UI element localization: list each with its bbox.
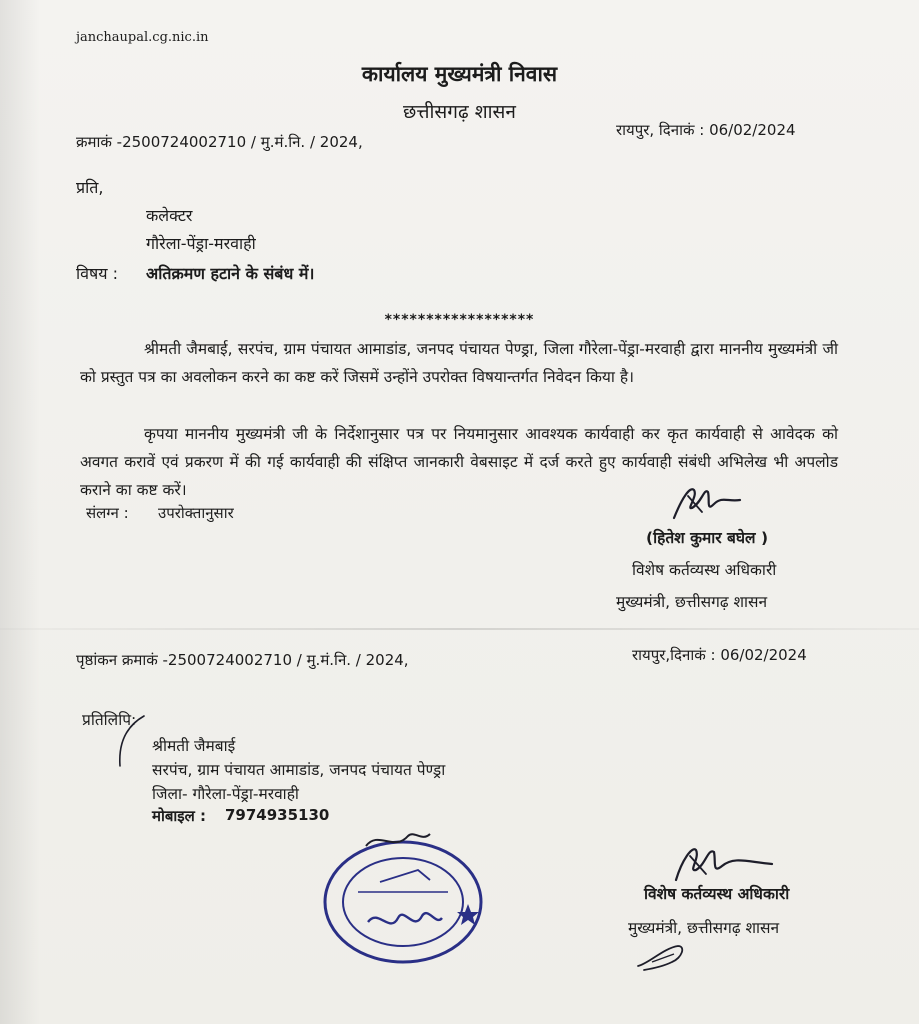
recipient-address-1: सरपंच, ग्राम पंचायत आमाडांड, जनपद पंचायत पेण्ड्रा [152, 761, 446, 779]
signatory-designation: विशेष कर्तव्यस्थ अधिकारी [632, 561, 777, 579]
body-paragraph-1: श्रीमती जैमबाई, सरपंच, ग्राम पंचायत आमाडांड, जनपद पंचायत पेण्ड्रा, जिला गौरेला-पेंड्रा-मरवाही द्वारा माननीय मुख्यमंत्री जी को प्रस्तुत पत्र का अवलोकन करने का कष्ट करें जिसमें उन्होंने उपरोक्त विषयान्तर्गत निवेदन किया है। [80, 340, 838, 386]
letter-reference: क्रमाकं -2500724002710 / मु.मं.नि. / 2024, [76, 133, 363, 151]
enclosure-value: उपरोक्तानुसार [158, 504, 234, 522]
recipient-address-2: जिला- गौरेला-पेंड्रा-मरवाही [152, 785, 299, 803]
office-heading: कार्यालय मुख्यमंत्री निवास [361, 62, 558, 86]
signature-2 [668, 836, 778, 886]
to-recipient: कलेक्टर [146, 206, 193, 225]
signatory-name: (हितेश कुमार बघेल ) [646, 529, 769, 547]
letter-date: रायपुर, दिनाकं : 06/02/2024 [616, 121, 796, 139]
initial-mark [634, 938, 694, 974]
recipient-name: श्रीमती जैमबाई [152, 737, 236, 755]
copy-label: प्रतिलिपि: [82, 711, 137, 729]
endorsement-reference: पृष्ठांकन क्रमाकं -2500724002710 / मु.मं.नि. / 2024, [76, 651, 409, 669]
page-fold-line [0, 628, 919, 630]
website-url: janchaupal.cg.nic.in [76, 30, 209, 45]
signature-1 [668, 478, 748, 528]
endorsement-signatory-office: मुख्यमंत्री, छत्तीसगढ़ शासन [628, 919, 780, 937]
body-paragraph-2: कृपया माननीय मुख्यमंत्री जी के निर्देशानुसार पत्र पर नियमानुसार आवश्यक कार्यवाही कर कृत कार्यवाही से आवेदक को अवगत करावें एवं प्रकरण में की गई कार्यवाही की संक्षिप्त जानकारी वेबसाइट में दर्ज करते हुए कार्यवाही संबंधी अभिलेख भी अपलोड कराने का कष्ट करें। [80, 425, 838, 499]
to-district: गौरेला-पेंड्रा-मरवाही [146, 234, 256, 253]
endorsement-signatory-designation: विशेष कर्तव्यस्थ अधिकारी [644, 885, 790, 903]
endorsement-date: रायपुर,दिनाकं : 06/02/2024 [632, 646, 807, 664]
mobile-number: 7974935130 [225, 806, 330, 824]
to-label: प्रति, [76, 178, 104, 197]
subject-label: विषय : [76, 264, 119, 283]
government-heading: छत्तीसगढ़ शासन [403, 101, 516, 123]
subject-text: अतिक्रमण हटाने के संबंध में। [146, 264, 315, 283]
mobile-label: मोबाइल : [152, 807, 207, 825]
received-stamp [318, 822, 488, 972]
signatory-office: मुख्यमंत्री, छत्तीसगढ़ शासन [616, 593, 768, 611]
enclosure-label: संलग्न : [86, 504, 129, 522]
copy-bracket-mark [110, 712, 150, 772]
page-edge-shadow [0, 0, 40, 1024]
separator: ****************** [384, 312, 535, 328]
